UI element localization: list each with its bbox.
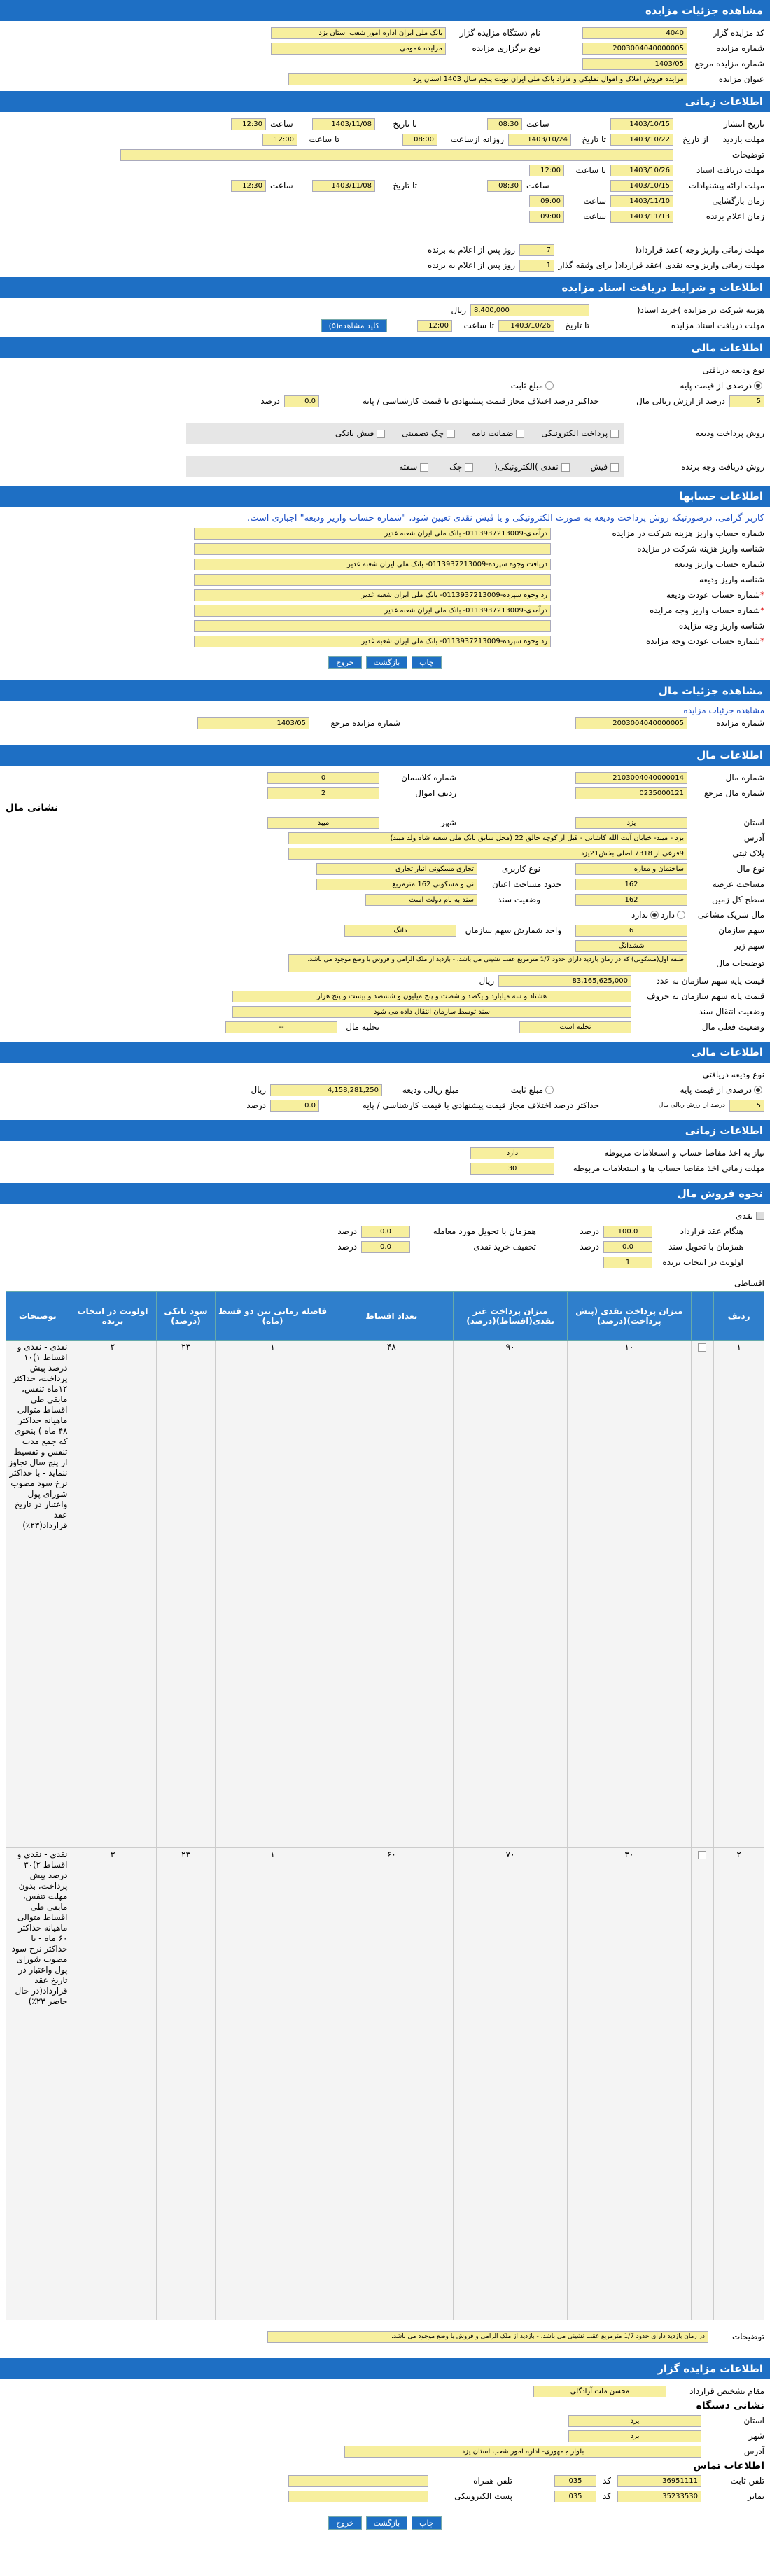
cell-check xyxy=(691,1848,714,2320)
label: شماره مال مرجع xyxy=(704,788,764,798)
share-unit: دانگ xyxy=(344,925,456,937)
class-number: 0 xyxy=(267,772,379,784)
cell-check xyxy=(691,1340,714,1848)
cell-radif: ۱ xyxy=(714,1340,764,1848)
province-field: یزد xyxy=(568,2415,701,2427)
label: زمان اعلام برنده xyxy=(706,211,764,221)
label: فیش بانکی xyxy=(335,428,374,438)
time-field: 08:00 xyxy=(402,134,438,146)
accounts-section xyxy=(0,486,770,676)
evacuation-field: -- xyxy=(225,1021,337,1033)
land-area-field: 162 xyxy=(575,894,687,906)
cell-description: نقدی - نقدی و اقساط ۲)۳۰ درصد پیش پرداخت، بدون مهلت تنفس، مابقی طی اقساط متوالی ماهیانه حداکثر ۶۰ ماه - با حداکثر نرخ سود مصوب شورای پول واعتبار در تاریخ عقد قرارداد(در حال حاضر ۲۳٪) xyxy=(6,1848,69,2320)
label: شماره حساب واریز هزینه شرکت در مزایده xyxy=(612,528,764,538)
print-button[interactable]: چاپ xyxy=(412,2516,442,2530)
section-title: اطلاعات مالی xyxy=(0,337,770,358)
description-field xyxy=(120,149,673,161)
label: حداکثر درصد اختلاف مجاز قیمت پیشنهادی با قیمت کارشناسی / پایه xyxy=(362,1100,599,1110)
radio-percent[interactable] xyxy=(754,1086,762,1094)
label: کد xyxy=(602,2476,611,2486)
label: نمابر xyxy=(748,2491,764,2501)
label: حداکثر درصد اختلاف مجاز قیمت پیشنهادی با قیمت کارشناسی / پایه xyxy=(362,396,599,406)
auction-details-section xyxy=(0,0,770,91)
clearance-needed: دارد xyxy=(470,1147,554,1159)
label: پلاک ثبتی xyxy=(732,848,764,858)
date-field: 1403/10/15 xyxy=(610,118,673,130)
label: شناسه واریز وديعه xyxy=(699,575,764,584)
required-mark: * xyxy=(760,606,764,615)
label: تا تاریخ xyxy=(565,321,589,330)
cell-gap: ۱ xyxy=(216,1848,330,2320)
column-header: اولویت در انتخاب برنده xyxy=(69,1292,156,1340)
label: پرداخت الکترونیکی xyxy=(541,428,608,438)
label: کد xyxy=(602,2491,611,2501)
label: نوع مال xyxy=(736,864,764,874)
date-field: 1403/11/10 xyxy=(610,195,673,207)
item-description: طبقه اول(مسکونی) که در زمان بازدید دارای حدود 1/7 مترمربع عقب نشینی می باشد. - بازدید از ملک الزامی و فروش با وضع موجود می باشد. xyxy=(288,954,687,972)
cell-priority: ۳ xyxy=(69,1848,156,2320)
label: شماره مزایده مرجع xyxy=(330,718,400,728)
column-header: تعداد اقساط xyxy=(330,1292,453,1340)
label: آدرس xyxy=(743,833,764,843)
section-title: اطلاعات مال xyxy=(0,745,770,766)
max-diff-field: 0.0 xyxy=(284,396,319,407)
print-button[interactable]: چاپ xyxy=(412,656,442,669)
label: تا ساعت xyxy=(463,321,494,330)
label: حدود مساحت اعیان xyxy=(491,879,561,889)
current-status: تخلیه است xyxy=(519,1021,631,1033)
checkbox[interactable] xyxy=(610,463,619,472)
label: روز پس از اعلام به برنده xyxy=(428,245,515,255)
area-field: 162 xyxy=(575,878,687,890)
label: نقدی xyxy=(735,1211,753,1221)
label: درصد از ارزش ریالی مال xyxy=(658,1102,725,1109)
back-button[interactable]: بازگشت xyxy=(366,2516,408,2530)
time-field: 08:30 xyxy=(487,180,522,192)
label: شهر xyxy=(440,818,456,827)
exit-button[interactable]: خروج xyxy=(328,2516,361,2530)
checkbox[interactable] xyxy=(377,430,385,438)
label: همزمان با تحویل سند xyxy=(668,1242,743,1252)
label: سطح کل زمین xyxy=(711,895,764,904)
deed-status: سند به نام دولت است xyxy=(365,894,477,906)
label: مهلت دریافت اسناد xyxy=(696,165,764,175)
label: درصد xyxy=(580,1226,599,1236)
email-field xyxy=(288,2491,428,2502)
checkbox[interactable] xyxy=(420,463,428,472)
label: شناسه واریز هزینه شرکت در مزایده xyxy=(637,544,764,554)
section-title: مشاهده جزئیات مال xyxy=(0,680,770,701)
receive-method-panel xyxy=(186,456,624,477)
account-field xyxy=(194,543,551,555)
label: شماره مزایده xyxy=(716,43,764,53)
subtitle: مشاهده جزئیات مزایده xyxy=(683,706,764,715)
percent-field: 5 xyxy=(729,1100,764,1112)
back-button[interactable]: بازگشت xyxy=(366,656,408,669)
label: توضیحات xyxy=(732,150,764,160)
time-field: 09:00 xyxy=(529,195,564,207)
row-checkbox[interactable] xyxy=(698,1851,706,1859)
time-field: 12:00 xyxy=(417,320,452,332)
auctioneer-code: 4040 xyxy=(582,27,687,39)
label: سفته xyxy=(399,462,418,472)
label: نام دستگاه مزایده گزار xyxy=(459,28,540,38)
label: شماره حساب عودت وجه مزایده xyxy=(645,636,760,646)
checkbox[interactable] xyxy=(561,463,570,472)
sale-description: در زمان بازدید دارای حدود 1/7 مترمربع عقب نشینی می باشد. - بازدید از ملک الزامی و فروش با وضع موجود می باشد. xyxy=(267,2331,708,2343)
label: وضعیت فعلی مال xyxy=(701,1022,764,1032)
view-documents-button[interactable]: کلید مشاهده(۵) xyxy=(321,319,387,332)
time-field: 12:00 xyxy=(262,134,298,146)
required-mark: * xyxy=(760,636,764,646)
financial-section xyxy=(0,337,770,486)
cell-priority: ۲ xyxy=(69,1340,156,1848)
exit-button[interactable]: خروج xyxy=(328,656,361,669)
label: ساعت xyxy=(526,119,550,129)
cell-cash: ۱۰ xyxy=(568,1340,691,1848)
label: ساعت xyxy=(526,181,550,190)
time-field: 12:00 xyxy=(529,164,564,176)
sale-method-section xyxy=(0,1183,770,2351)
address-field: یزد - میبد- خیابان آیت الله کاشانی - قبل از کوچه خالق 22 (محل سابق بانک ملی شعبه شاه ولد میبد) xyxy=(288,832,687,844)
label: نوع کاربری xyxy=(501,864,540,874)
label: استان xyxy=(743,2416,764,2426)
auctioneer-section xyxy=(0,2358,770,2538)
time-field: 12:30 xyxy=(231,180,266,192)
account-field: درآمدی-0113937213009- بانک ملی ایران شعبه غدیر xyxy=(194,528,551,540)
account-field xyxy=(194,574,551,586)
label: زمان بازگشایی xyxy=(712,196,764,206)
date-field: 1403/10/26 xyxy=(610,164,673,176)
label: درصد xyxy=(260,396,280,406)
label: قیمت پایه سهم سازمان به حروف xyxy=(647,991,764,1001)
table-header-row xyxy=(6,1292,764,1340)
timing-section xyxy=(0,91,770,277)
column-header: فاصله زمانی بین دو قسط (ماه) xyxy=(216,1292,330,1340)
checkbox[interactable] xyxy=(516,430,524,438)
percent-field: 0.0 xyxy=(603,1241,652,1253)
label: چک xyxy=(449,462,463,472)
installments-table xyxy=(6,1291,764,2320)
label: ردیف اموال xyxy=(415,788,456,798)
city-field: میبد xyxy=(267,817,379,829)
item-timing-section xyxy=(0,1120,770,1180)
label: کد مزایده گزار xyxy=(713,28,764,38)
province-field: یزد xyxy=(575,817,687,829)
label: شماره حساب عودت وديعه xyxy=(666,590,760,600)
item-financial-section xyxy=(0,1042,770,1117)
item-details-section xyxy=(0,680,770,735)
label: تا تاریخ xyxy=(393,181,417,190)
cell-credit: ۹۰ xyxy=(453,1340,567,1848)
label: درصد xyxy=(580,1242,599,1252)
label: روزانه ازساعت xyxy=(450,134,504,144)
label: سهم زیر xyxy=(734,941,764,951)
label: مبلغ ثابت xyxy=(510,381,543,391)
area-code: 035 xyxy=(554,2475,596,2487)
label: نقدی )الکترونیکی( xyxy=(494,462,559,472)
fee-amount: 8,400,000 xyxy=(470,304,589,316)
required-mark: * xyxy=(760,590,764,600)
date-field: 1403/11/13 xyxy=(610,211,673,223)
label: ساعت xyxy=(270,181,293,190)
authority-name: محسن ملت آزادگلی xyxy=(533,2386,666,2398)
label: مبلغ ثابت xyxy=(510,1085,543,1095)
area-code: 035 xyxy=(554,2491,596,2502)
auction-number: 2003004040000005 xyxy=(575,718,687,729)
guarantee-days: 1 xyxy=(519,260,554,272)
time-field: 09:00 xyxy=(529,211,564,223)
label: مال شریک مشاعی xyxy=(697,910,764,920)
city-field: یزد xyxy=(568,2430,701,2442)
table-row xyxy=(6,1848,764,2320)
base-price-text: هشتاد و سه میلیارد و یکصد و شصت و پنج میلیون و ششصد و بیست و پنج هزار xyxy=(232,990,631,1002)
item-kind: ساختمان و مغازه xyxy=(575,863,687,875)
date-field: 1403/11/08 xyxy=(312,118,375,130)
label: ریال xyxy=(251,1085,266,1095)
deposit-amount: 4,158,281,250 xyxy=(270,1084,382,1096)
transfer-status: سند توسط سازمان انتقال داده می شود xyxy=(232,1006,631,1018)
date-field: 1403/10/15 xyxy=(610,180,673,192)
row-number: 2 xyxy=(267,788,379,799)
label: مقام تشخیص قرارداد xyxy=(690,2386,764,2396)
label: تا تاریخ xyxy=(582,134,606,144)
documents-section xyxy=(0,277,770,337)
auction-number: 2003004040000005 xyxy=(582,43,687,55)
share-field: 6 xyxy=(575,925,687,937)
cell-credit: ۷۰ xyxy=(453,1848,567,2320)
label: پست الکترونیکی xyxy=(454,2491,512,2501)
checkbox[interactable] xyxy=(465,463,473,472)
reference-number: 1403/05 xyxy=(582,58,687,70)
address-title: نشانی مال xyxy=(6,802,59,813)
mobile-field xyxy=(288,2475,428,2487)
label: تخفیف خرید نقدی xyxy=(473,1242,536,1252)
label: شماره کلاسمان xyxy=(401,773,456,783)
label: فیش xyxy=(590,462,608,472)
cell-profit: ۲۳ xyxy=(156,1848,216,2320)
label: شماره مزایده xyxy=(716,718,764,728)
label: مهلت زمانی اخذ مفاصا حساب ها و استعلامات مربوطه xyxy=(573,1163,764,1173)
label: نوع برگزاری مزایده xyxy=(472,43,540,53)
label: درصدی از قیمت پایه xyxy=(680,1085,752,1095)
section-title: نحوه فروش مال xyxy=(0,1183,770,1204)
label: وضعیت سند xyxy=(498,895,540,904)
address-field: بلوار جمهوری- اداره امور شعب استان یزد xyxy=(344,2446,701,2458)
label: استان xyxy=(743,818,764,827)
label: درصد از ارزش ریالی مال xyxy=(636,396,725,406)
label: واحد شمارش سهم سازمان xyxy=(465,925,561,935)
max-diff-field: 0.0 xyxy=(270,1100,319,1112)
row-checkbox[interactable] xyxy=(698,1343,706,1352)
label: هزینه شرکت در مزایده )خرید اسناد( xyxy=(636,305,764,315)
section-title: اطلاعات مالی xyxy=(0,1042,770,1063)
account-field: رد وجوه سپرده-0113937213009- بانک ملی ایران شعبه غدیر xyxy=(194,589,551,601)
label: نوع وديعه دريافتی xyxy=(702,365,764,375)
usage-field: تجاری مسکونی انبار تجاری xyxy=(316,863,477,875)
label: مهلت زمانی واریز وجه )عقد قرارداد( xyxy=(635,245,764,255)
contact-title: اطلاعات تماس xyxy=(693,2460,764,2472)
account-field: دریافت وجوه سپرده-0113937213009- بانک ملی ایران شعبه غدیر xyxy=(194,559,551,570)
label: تا تاریخ xyxy=(393,119,417,129)
label: تلفن ثابت xyxy=(730,2476,764,2486)
column-header: توضیحات xyxy=(6,1292,69,1340)
item-ref-number: 0235000121 xyxy=(575,788,687,799)
checkbox[interactable] xyxy=(447,430,455,438)
registry-field: 9فرعی از 7318 اصلی بخش21یزد xyxy=(288,848,687,860)
label: ریال xyxy=(451,305,466,315)
column-header: میزان پرداخت غیر نقدی(اقساط)(درصد) xyxy=(453,1292,567,1340)
item-number: 2103004040000014 xyxy=(575,772,687,784)
auction-subject: مزایده فروش املاک و اموال تملیکی و مازاد بانک ملی ایران نوبت پنجم سال 1403 استان یزد xyxy=(288,74,687,85)
label: شهر xyxy=(748,2431,764,2441)
percent-field: 0.0 xyxy=(361,1241,410,1253)
label: مبلغ ریالی وديعه xyxy=(402,1085,459,1095)
label: ساعت xyxy=(583,211,606,221)
radio-amount[interactable] xyxy=(545,382,554,390)
label: اولویت در انتخاب برنده xyxy=(662,1257,743,1267)
label: ساعت xyxy=(270,119,293,129)
label: وضعیت انتقال سند xyxy=(699,1007,764,1016)
cell-profit: ۲۳ xyxy=(156,1340,216,1848)
percent-field: 0.0 xyxy=(361,1226,410,1238)
date-field: 1403/11/08 xyxy=(312,180,375,192)
section-title: مشاهده جزئیات مزایده xyxy=(0,0,770,21)
label: اقساطی xyxy=(734,1278,764,1288)
label: درصد xyxy=(337,1226,357,1236)
section-title: اطلاعات زمانی xyxy=(0,1120,770,1141)
label: چک تضمینی xyxy=(402,428,444,438)
section-title: اطلاعات مزایده گزار xyxy=(0,2358,770,2379)
label: تا ساعت xyxy=(575,165,606,175)
fax-field: 35233530 xyxy=(617,2491,701,2502)
contract-days: 7 xyxy=(519,244,554,256)
label: ضمانت نامه xyxy=(471,428,514,438)
reference-number: 1403/05 xyxy=(197,718,309,729)
label: درصد xyxy=(246,1100,266,1110)
label: آدرس xyxy=(743,2446,764,2456)
payment-method-panel xyxy=(186,423,624,444)
share-text: ششدانگ xyxy=(575,940,687,952)
label: درصدی از قیمت پایه xyxy=(680,381,752,391)
cell-count: ۶۰ xyxy=(330,1848,453,2320)
section-title: اطلاعات حسابها xyxy=(0,486,770,507)
label: درصد xyxy=(337,1242,357,1252)
label: قیمت پایه سهم سازمان به عدد xyxy=(656,976,764,986)
label: ندارد xyxy=(631,910,649,920)
radio-has-partner[interactable] xyxy=(677,911,685,919)
label: تاریخ انتشار xyxy=(723,119,764,129)
auction-type: مزایده عمومی xyxy=(271,43,446,55)
column-header: سود بانکی (درصد) xyxy=(156,1292,216,1340)
clearance-days: 30 xyxy=(470,1163,554,1175)
label: شماره مزایده مرجع xyxy=(694,59,764,69)
label: تخلیه مال xyxy=(346,1022,379,1032)
label: مهلت بازدید xyxy=(722,134,764,144)
cell-count: ۴۸ xyxy=(330,1340,453,1848)
cell-gap: ۱ xyxy=(216,1340,330,1848)
label: سهم سازمان xyxy=(718,925,764,935)
section-title: اطلاعات زمانی xyxy=(0,91,770,112)
label: نیاز به اخذ مفاصا حساب و استعلامات مربوطه xyxy=(604,1148,764,1158)
priority-field: 1 xyxy=(603,1256,652,1268)
label: شناسه واریز وجه مزایده xyxy=(678,621,764,631)
label: ریال xyxy=(479,976,494,986)
account-field: درآمدی-0113937213009- بانک ملی ایران شعبه غدیر xyxy=(194,605,551,617)
date-field: 1403/10/24 xyxy=(508,134,571,146)
radio-no-partner[interactable] xyxy=(650,911,659,919)
label: عنوان مزایده xyxy=(718,74,764,84)
label: توضیحات xyxy=(732,2332,764,2342)
label: روز پس از اعلام به برنده xyxy=(428,260,515,270)
address-title: نشانی دستگاه xyxy=(696,2400,764,2412)
label: شماره حساب واریز وجه مزایده xyxy=(650,606,760,615)
account-field: رد وجوه سپرده-0113937213009- بانک ملی ایران شعبه غدیر xyxy=(194,636,551,648)
label: از تاریخ xyxy=(682,134,708,144)
label: مهلت زمانی واریز وجه نقدی )عقد قرارداد( برای وثیقه گذار xyxy=(558,260,764,270)
table-row xyxy=(6,1340,764,1848)
account-field xyxy=(194,620,551,632)
label: همزمان با تحویل مورد معامله xyxy=(433,1226,536,1236)
label: شماره حساب واریز وديعه xyxy=(674,559,764,569)
time-field: 08:30 xyxy=(487,118,522,130)
label: روش دریافت وجه برنده xyxy=(681,462,764,472)
label: مساحت عرصه xyxy=(712,879,764,889)
label: توضیحات مال xyxy=(716,958,764,968)
section-title: اطلاعات و شرایط دریافت اسناد مزایده xyxy=(0,277,770,298)
label: مهلت ارائه پیشنهادات xyxy=(688,181,764,190)
time-field: 12:30 xyxy=(231,118,266,130)
label: شماره مال xyxy=(725,773,764,783)
radio-amount[interactable] xyxy=(545,1086,554,1094)
label: هنگام عقد قرارداد xyxy=(680,1226,743,1236)
accounts-note: کاربر گرامی، درصورتیکه روش پرداخت ودیعه به صورت الکترونیکی و یا فیش نقدی تعیین شود، "شماره حساب واریز ودیعه" اجباری است. xyxy=(246,513,764,524)
label: ساعت xyxy=(583,196,606,206)
column-header: میزان پرداخت نقدی (پیش پرداخت)(درصد) xyxy=(568,1292,691,1340)
percent-field: 100.0 xyxy=(603,1226,652,1238)
label: روش پرداخت وديعه xyxy=(695,428,764,438)
built-area-field: نی و مسکونی 162 مترمربع xyxy=(316,878,477,890)
column-header: ردیف xyxy=(714,1292,764,1340)
label: تا ساعت xyxy=(309,134,340,144)
label: دارد xyxy=(661,910,675,920)
column-header xyxy=(691,1292,714,1340)
radio-percent[interactable] xyxy=(754,382,762,390)
label: مهلت دریافت اسناد مزایده xyxy=(671,321,764,330)
percent-field: 5 xyxy=(729,396,764,407)
property-section xyxy=(0,745,770,1039)
checkbox[interactable] xyxy=(610,430,619,438)
checkbox-cash[interactable] xyxy=(756,1212,764,1220)
label: تلفن همراه xyxy=(473,2476,512,2486)
cell-description: نقدی - نقدی و اقساط ۱)۱۰ درصد پیش پرداخت، حداکثر ۱۲ماه تنفس، مابقی طی اقساط متوالی ماهیانه حداکثر ۴۸ ماه ) بنحوی که جمع مدت تنفس و تقسیط از پنج سال تجاوز ننماید - با حداکثر نرخ سود مصوب شورای پول واعتبار در تاریخ عقد قرارداد(۲۳٪) xyxy=(6,1340,69,1848)
auctioneer-name: بانک ملی ایران اداره امور شعب استان یزد xyxy=(271,27,446,39)
label: نوع وديعه دريافتی xyxy=(702,1070,764,1079)
date-field: 1403/10/22 xyxy=(610,134,673,146)
date-field: 1403/10/26 xyxy=(498,320,554,332)
base-price: 83,165,625,000 xyxy=(498,975,631,987)
phone-field: 36951111 xyxy=(617,2475,701,2487)
cell-cash: ۳۰ xyxy=(568,1848,691,2320)
cell-radif: ۲ xyxy=(714,1848,764,2320)
